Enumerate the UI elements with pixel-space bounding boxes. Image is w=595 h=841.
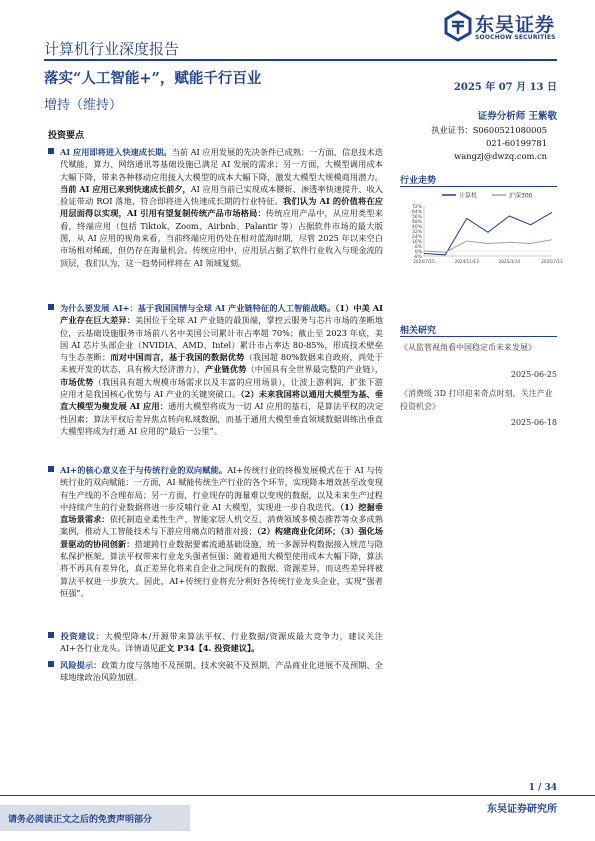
firm-name: 东吴证券研究所 (487, 804, 557, 815)
related-item[interactable]: 《消费级 3D 打印迎来奇点时刻，关注产业投资机会》 (400, 389, 553, 411)
y-tick-label: 24% (411, 234, 422, 240)
series-line-computer (424, 212, 552, 255)
report-type: 计算机行业深度报告 (44, 40, 180, 58)
page-number: 1 / 34 (528, 783, 557, 793)
bullet-square-icon (48, 466, 54, 472)
logo-mark-icon (445, 11, 471, 41)
disclaimer-text: 请务必阅读正文之后的免责声明部分 (8, 815, 153, 825)
point-risk-warning: 风险提示：政策力度与落地不及预期、技术突破不及预期、产品商业化进展不及预期、全球地缘政治风险加剧。 (48, 659, 383, 684)
trend-heading: 行业走势 (400, 176, 437, 186)
trend-divider (400, 186, 557, 187)
y-tick-label: 56% (411, 214, 422, 220)
analyst-phone: 021-60199781 (486, 138, 547, 148)
x-tick-label: 2025/7/13 (541, 259, 563, 264)
series-line-hs300 (424, 240, 552, 253)
related-divider (400, 336, 557, 337)
bullet-square-icon (48, 661, 54, 667)
bullet-square-icon (48, 148, 54, 154)
y-tick-label: 72% (411, 204, 422, 210)
related-date: 2025-06-18 (510, 418, 557, 427)
industry-trend-chart (402, 190, 563, 268)
x-tick-label: 2024/7/15 (413, 259, 435, 264)
y-tick-label: 8% (414, 244, 422, 250)
y-tick-label: 64% (411, 209, 422, 215)
report-date: 2025 年 07 月 13 日 (453, 82, 557, 93)
x-tick-label: 2025/3/14 (498, 259, 521, 264)
point-core-meaning: AI+的核心意义在于与传统行业的双向赋能。AI+传统行业的终极发展模式在于 AI 与传统行业的双向赋能：一方面，AI 赋能传统生产行业的各个环节，实现降本增效甚至改变现有生产线的不合理布局；另一方面，行业现存的海量难以变现的数据，以及未来生产过程中持续产生的行业数据将进一步反哺行业 AI 大模型，实现进一步自我迭代。（1）挖掘垂直场景需求：依托制造业柔性生产、智能家居人机交互、消费领域多模态推荐等众多成熟案例，推动人工智能技术与下游应用痛点的精准对接；（2）构建商业化闭环；（3）强化场景驱动的协同创新：搭建跨行业数据要素流通基础设施，统一多源异构数据接入规范与隐私保护框架。算法平权带来行业龙头强者恒强：随着通用大模型使用成本大幅下降，算法将不再具有差异化，真正差异化将来自企业之间现有的数据、资源差异，而这些差异将被算法平权进一步放大。因此，AI+传统行业将充分利好各传统行业龙头企业，实现“强者恒强”。 (48, 464, 383, 599)
related-heading: 相关研究 (400, 326, 437, 336)
bullet-square-icon (48, 632, 54, 638)
point-ai-application: AI 应用即将进入快速成长期。当前 AI 应用发展的先决条件已成熟：一方面，信息技术迭代赋能，算力、网络通讯等基础设施已满足 AI 发展的需求；另一方面，大模型调用成本大幅下降，带来各种移动应用接入大模型的成本大幅下降，激发大模型大规模商用潜力。当前 AI 应用已来到快速成长前夕，AI 应用当前已实现成本腰斩、渗透率快速提升、收入验证带动 ROI 落地，符合即将进入快速成长期的行业特征。我们认为 AI 的价值将在应用层面得以实现，AI 引用有望复制传统产品市场格局：传统应用产品中，从应用类型来看，终端应用（包括 Tiktok、Zoom、Airbnb、Palantir 等）占据软件市场的最大版图，从 AI 应用的视角来看，当前终端应用仍处在相对蓝海时期，尽管 2025 年以来空白市场相对稀疏，但仍存在海量机会。传统应用中，应用层占据了软件行业收入与现金流的顶层，我们认为，这一趋势同样将在 AI 领域复刻。 (48, 146, 383, 269)
legend-label-a: 计算机 (459, 192, 478, 200)
point-why-ai-plus: 为什么要发展 AI+：基于我国国情与全球 AI 产业链特征的人工智能战略。（1）中美 AI 产业存在巨大差异：美国位于全球 AI 产业链的最顶端，掌控云服务与芯片市场的垄断地位，云基础设施服务市场前八名中美国公司累计市占率超 70%；截止至 2023 年底，美国 AI 芯片头部企业（NVIDIA、AMD、Intel）累计市占率达 80-85%，形成技术壁垒与生态垄断；而对中国而言，基于我国的数据优势（我国超 80%数据来自政府，尚处于未被开发的状态，具有极大经济潜力），产业链优势（中国具有全世界最完整的产业链），市场优势（我国具有超大规模市场需求以及丰富的应用场景），让波上游利润，扩张下游应用才是我国核心优势与 AI 产业的关键突破口。（2）未来我国将以通用大模型为基、垂直大模型为聚发展 AI 应用：通用大模型将成为一切 AI 应用的基石，是算法平权的决定性因素；算法平权后差异焦点转向私域数据，而基于通用大模型垂直领域数据训练出垂直大模型将成为打通 AI 应用的“最后一公里”。 (48, 302, 383, 437)
company-logo (445, 9, 557, 45)
logo-text-cn: 东吴证券 (475, 14, 556, 36)
legend-label-b: 沪深300 (509, 192, 533, 200)
report-title: 落实“人工智能+”，赋能千行百业 (44, 70, 262, 87)
footer-divider (0, 795, 595, 796)
related-item[interactable]: 《从监管视角看中国稳定币未来发展》 (400, 343, 536, 352)
y-tick-label: 32% (411, 229, 422, 235)
bullet-square-icon (48, 304, 54, 310)
logo-text-en: SOOCHOW SECURITIES (475, 34, 556, 41)
disclaimer-banner[interactable] (0, 805, 190, 831)
analyst-email[interactable]: wangzj@dwzq.com.cn (454, 151, 547, 161)
x-tick-label: 2024/11/13 (454, 259, 479, 264)
y-tick-label: 40% (411, 224, 422, 230)
analyst-name: 证券分析师 王紫敬 (477, 111, 557, 122)
y-tick-label: -8% (413, 254, 422, 260)
y-tick-label: 48% (411, 219, 422, 225)
y-tick-label: 16% (411, 239, 422, 245)
investment-points-heading: 投资要点 (48, 131, 85, 141)
analyst-contact (400, 124, 547, 163)
point-investment-advice: 投资建议：大模型降本/开源带来算法平权、行业数据/资源成最大竞争力，建议关注 AI+各行业龙头。详情请见正文 P34【4. 投资建议】。 (48, 630, 383, 655)
related-date: 2025-06-25 (510, 370, 557, 379)
analyst-cert: 执业证书：S0600521080005 (431, 125, 547, 135)
rating-label: 增持（维持） (44, 98, 123, 113)
header-divider (44, 59, 557, 61)
y-tick-label: 0% (414, 249, 422, 255)
